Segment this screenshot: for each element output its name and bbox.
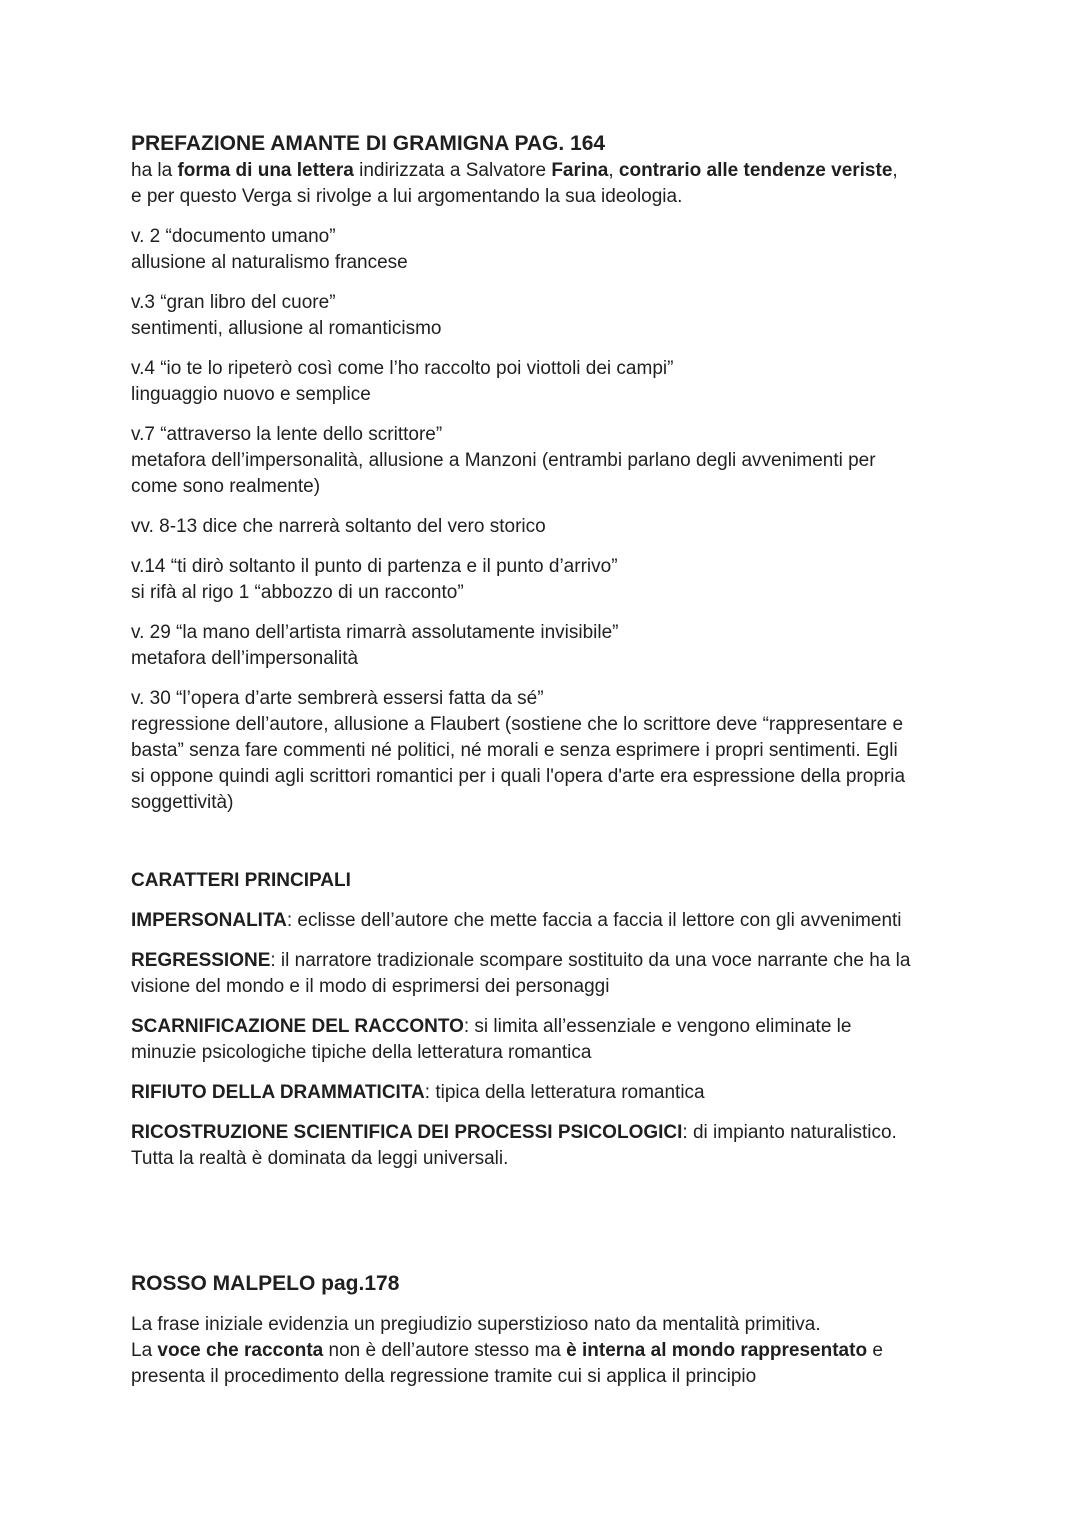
feature-line bbox=[131, 1080, 961, 1106]
intro-line-1 bbox=[131, 158, 961, 184]
verse-comment: allusione al naturalismo francese bbox=[131, 252, 408, 273]
intro-text: indirizzata a Salvatore bbox=[353, 160, 552, 181]
intro-line-2: e per questo Verga si rivolge a lui argomentando la sua ideologia. bbox=[131, 186, 683, 207]
verse-comment: soggettività) bbox=[131, 792, 234, 813]
feature-line bbox=[131, 948, 961, 974]
verse-comment: basta” senza fare commenti né politici, né morali e senza esprimere i propri sentimenti. Egli bbox=[131, 740, 898, 761]
verse-comment: si oppone quindi agli scrittori romantici per i quali l'opera d'arte era espressione della propria bbox=[131, 766, 906, 787]
feature-line bbox=[131, 1014, 961, 1040]
verse-ref: v.14 “ti dirò soltanto il punto di partenza e il punto d’arrivo” bbox=[131, 556, 618, 577]
feature-desc: visione del mondo e il modo di esprimersi dei personaggi bbox=[131, 976, 610, 997]
para-text: e bbox=[867, 1340, 883, 1361]
section-prefazione bbox=[131, 130, 961, 816]
section-title: PREFAZIONE AMANTE DI GRAMIGNA PAG. 164 bbox=[131, 132, 606, 155]
feature-item bbox=[131, 1080, 961, 1106]
verse-ref: v. 2 “documento umano” bbox=[131, 226, 336, 247]
document-page bbox=[131, 130, 961, 1390]
paragraph-line bbox=[131, 1338, 961, 1364]
feature-desc: : di impianto naturalistico. bbox=[682, 1122, 897, 1143]
verse-note bbox=[131, 356, 961, 408]
section-caratteri bbox=[131, 868, 961, 1172]
feature-desc: : tipica della letteratura romantica bbox=[424, 1082, 705, 1103]
feature-item bbox=[131, 908, 961, 934]
verse-comment: sentimenti, allusione al romanticismo bbox=[131, 318, 442, 339]
feature-desc: minuzie psicologiche tipiche della letteratura romantica bbox=[131, 1042, 592, 1063]
intro-text: , bbox=[608, 160, 619, 181]
feature-item bbox=[131, 1014, 961, 1066]
verse-note bbox=[131, 422, 961, 500]
feature-item bbox=[131, 1120, 961, 1172]
feature-desc: Tutta la realtà è dominata da leggi universali. bbox=[131, 1148, 509, 1169]
feature-term: SCARNIFICAZIONE DEL RACCONTO bbox=[131, 1016, 464, 1037]
para-bold: è interna al mondo rappresentato bbox=[566, 1340, 868, 1361]
feature-term: IMPERSONALITA bbox=[131, 910, 287, 931]
verse-ref: v.7 “attraverso la lente dello scrittore” bbox=[131, 424, 443, 445]
feature-term: RIFIUTO DELLA DRAMMATICITA bbox=[131, 1082, 425, 1103]
verse-note bbox=[131, 686, 961, 816]
intro-text: ha la bbox=[131, 160, 178, 181]
verse-comment: metafora dell’impersonalità, allusione a Manzoni (entrambi parlano degli avvenimenti per bbox=[131, 450, 876, 471]
verse-ref: v.4 “io te lo ripeterò così come l’ho raccolto poi viottoli dei campi” bbox=[131, 358, 674, 379]
section-title: CARATTERI PRINCIPALI bbox=[131, 870, 351, 891]
verse-comment: si rifà al rigo 1 “abbozzo di un racconto” bbox=[131, 582, 464, 603]
verse-note bbox=[131, 290, 961, 342]
intro-bold: Farina bbox=[551, 160, 609, 181]
verse-note bbox=[131, 514, 961, 540]
verse-ref: v. 30 “l’opera d’arte sembrerà essersi fatta da sé” bbox=[131, 688, 544, 709]
paragraph-line: La frase iniziale evidenzia un pregiudizio superstizioso nato da mentalità primitiva. bbox=[131, 1314, 821, 1335]
section-title: ROSSO MALPELO pag.178 bbox=[131, 1272, 400, 1295]
verse-comment: linguaggio nuovo e semplice bbox=[131, 384, 371, 405]
verse-comment: come sono realmente) bbox=[131, 476, 321, 497]
para-bold: voce che racconta bbox=[157, 1340, 324, 1361]
verse-comment: regressione dell’autore, allusione a Flaubert (sostiene che lo scrittore deve “rappresentare e bbox=[131, 714, 904, 735]
para-text: non è dell’autore stesso ma bbox=[323, 1340, 567, 1361]
feature-item bbox=[131, 948, 961, 1000]
intro-bold: forma di una lettera bbox=[177, 160, 354, 181]
feature-term: RICOSTRUZIONE SCIENTIFICA DEI PROCESSI PSICOLOGICI bbox=[131, 1122, 683, 1143]
intro-text: , bbox=[892, 160, 898, 181]
paragraph-line: presenta il procedimento della regressione tramite cui si applica il principio bbox=[131, 1366, 757, 1387]
feature-line bbox=[131, 908, 961, 934]
section-rosso-malpelo bbox=[131, 1270, 961, 1390]
verse-note bbox=[131, 224, 961, 276]
verse-ref: v. 29 “la mano dell’artista rimarrà assolutamente invisibile” bbox=[131, 622, 619, 643]
verse-comment: metafora dell’impersonalità bbox=[131, 648, 359, 669]
para-text: La bbox=[131, 1340, 158, 1361]
feature-term: REGRESSIONE bbox=[131, 950, 271, 971]
verse-note bbox=[131, 554, 961, 606]
verse-ref: v.3 “gran libro del cuore” bbox=[131, 292, 336, 313]
verse-note bbox=[131, 620, 961, 672]
feature-desc: : si limita all’essenziale e vengono eliminate le bbox=[463, 1016, 852, 1037]
feature-desc: : eclisse dell’autore che mette faccia a faccia il lettore con gli avvenimenti bbox=[286, 910, 902, 931]
feature-desc: : il narratore tradizionale scompare sostituito da una voce narrante che ha la bbox=[270, 950, 911, 971]
intro-bold: contrario alle tendenze veriste bbox=[618, 160, 893, 181]
verse-ref: vv. 8-13 dice che narrerà soltanto del vero storico bbox=[131, 516, 546, 537]
feature-line bbox=[131, 1120, 961, 1146]
